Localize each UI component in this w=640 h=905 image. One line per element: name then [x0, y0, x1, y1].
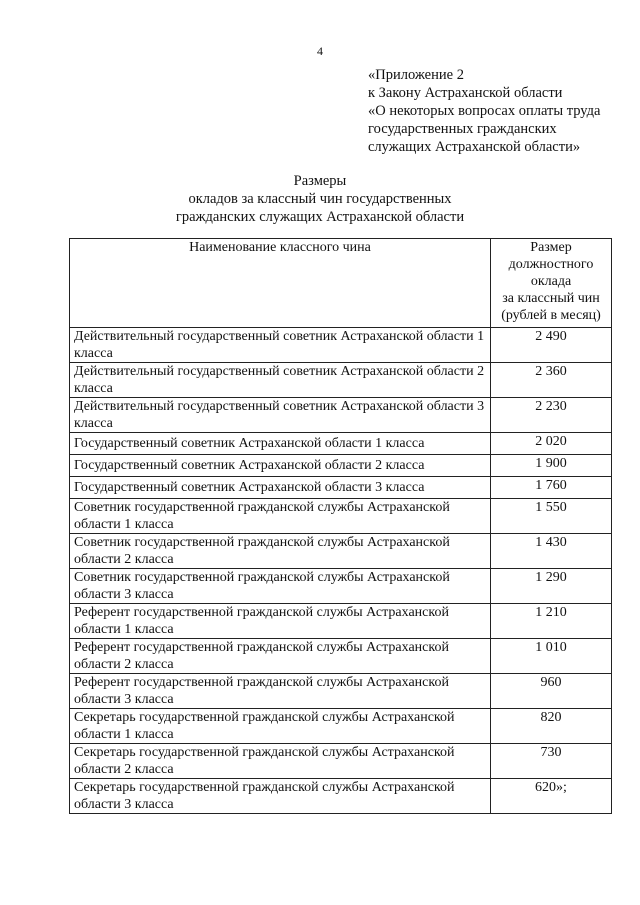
amount-cell: 1 010: [491, 639, 612, 674]
header-size-line: за классный чин: [502, 291, 600, 306]
table-row: [70, 433, 612, 455]
title-line: гражданских служащих Астраханской области: [175, 209, 465, 225]
table-row: [70, 604, 612, 639]
rank-cell: Референт государственной гражданской службы Астраханской области 2 класса: [70, 639, 491, 674]
appendix-line: государственных гражданских: [368, 121, 557, 137]
rank-cell: Государственный советник Астраханской области 1 класса: [70, 433, 491, 455]
appendix-line: к Закону Астраханской области: [368, 85, 563, 101]
rank-cell: Советник государственной гражданской службы Астраханской области 2 класса: [70, 534, 491, 569]
rank-cell: Референт государственной гражданской службы Астраханской области 3 класса: [70, 674, 491, 709]
amount-cell: 1 210: [491, 604, 612, 639]
salary-table: [69, 238, 612, 814]
table-row: [70, 499, 612, 534]
rank-cell: Секретарь государственной гражданской службы Астраханской области 2 класса: [70, 744, 491, 779]
amount-cell: 620»;: [491, 779, 612, 814]
table-row: [70, 709, 612, 744]
amount-cell: 1 900: [491, 455, 612, 477]
rank-cell: Действительный государственный советник Астраханской области 3 класса: [70, 398, 491, 433]
amount-cell: 820: [491, 709, 612, 744]
rank-cell: Секретарь государственной гражданской службы Астраханской области 3 класса: [70, 779, 491, 814]
header-size-line: оклада: [530, 274, 572, 289]
amount-cell: 730: [491, 744, 612, 779]
table-row: [70, 779, 612, 814]
amount-cell: 1 290: [491, 569, 612, 604]
rank-cell: Действительный государственный советник Астраханской области 1 класса: [70, 328, 491, 363]
header-salary-size: [491, 239, 612, 328]
title-line: Размеры: [293, 173, 347, 189]
header-rank-name: Наименование классного чина: [70, 239, 491, 328]
appendix-reference: [368, 66, 636, 156]
table-row: [70, 534, 612, 569]
rank-cell: Государственный советник Астраханской области 2 класса: [70, 455, 491, 477]
table-row: [70, 477, 612, 499]
table-row: [70, 744, 612, 779]
table-row: [70, 328, 612, 363]
table-header-row: [70, 239, 612, 328]
rank-cell: Действительный государственный советник Астраханской области 2 класса: [70, 363, 491, 398]
rank-cell: Секретарь государственной гражданской службы Астраханской области 1 класса: [70, 709, 491, 744]
rank-cell: Государственный советник Астраханской области 3 класса: [70, 477, 491, 499]
amount-cell: 2 020: [491, 433, 612, 455]
header-size-line: должностного: [508, 257, 594, 272]
page-number: 4: [317, 44, 323, 58]
table-row: [70, 569, 612, 604]
appendix-line: «Приложение 2: [368, 67, 464, 83]
table-row: [70, 455, 612, 477]
title-line: окладов за классный чин государственных: [188, 191, 452, 207]
amount-cell: 1 430: [491, 534, 612, 569]
amount-cell: 2 360: [491, 363, 612, 398]
rank-cell: Референт государственной гражданской службы Астраханской области 1 класса: [70, 604, 491, 639]
appendix-line: служащих Астраханской области»: [368, 139, 581, 155]
table-row: [70, 363, 612, 398]
amount-cell: 1 550: [491, 499, 612, 534]
amount-cell: 1 760: [491, 477, 612, 499]
amount-cell: 2 230: [491, 398, 612, 433]
table-row: [70, 639, 612, 674]
rank-cell: Советник государственной гражданской службы Астраханской области 1 класса: [70, 499, 491, 534]
header-size-line: Размер: [530, 240, 572, 255]
appendix-line: «О некоторых вопросах оплаты труда: [368, 103, 601, 119]
amount-cell: 960: [491, 674, 612, 709]
amount-cell: 2 490: [491, 328, 612, 363]
document-title: [0, 172, 640, 226]
rank-cell: Советник государственной гражданской службы Астраханской области 3 класса: [70, 569, 491, 604]
table-row: [70, 674, 612, 709]
header-size-line: (рублей в месяц): [501, 308, 601, 323]
table-row: [70, 398, 612, 433]
